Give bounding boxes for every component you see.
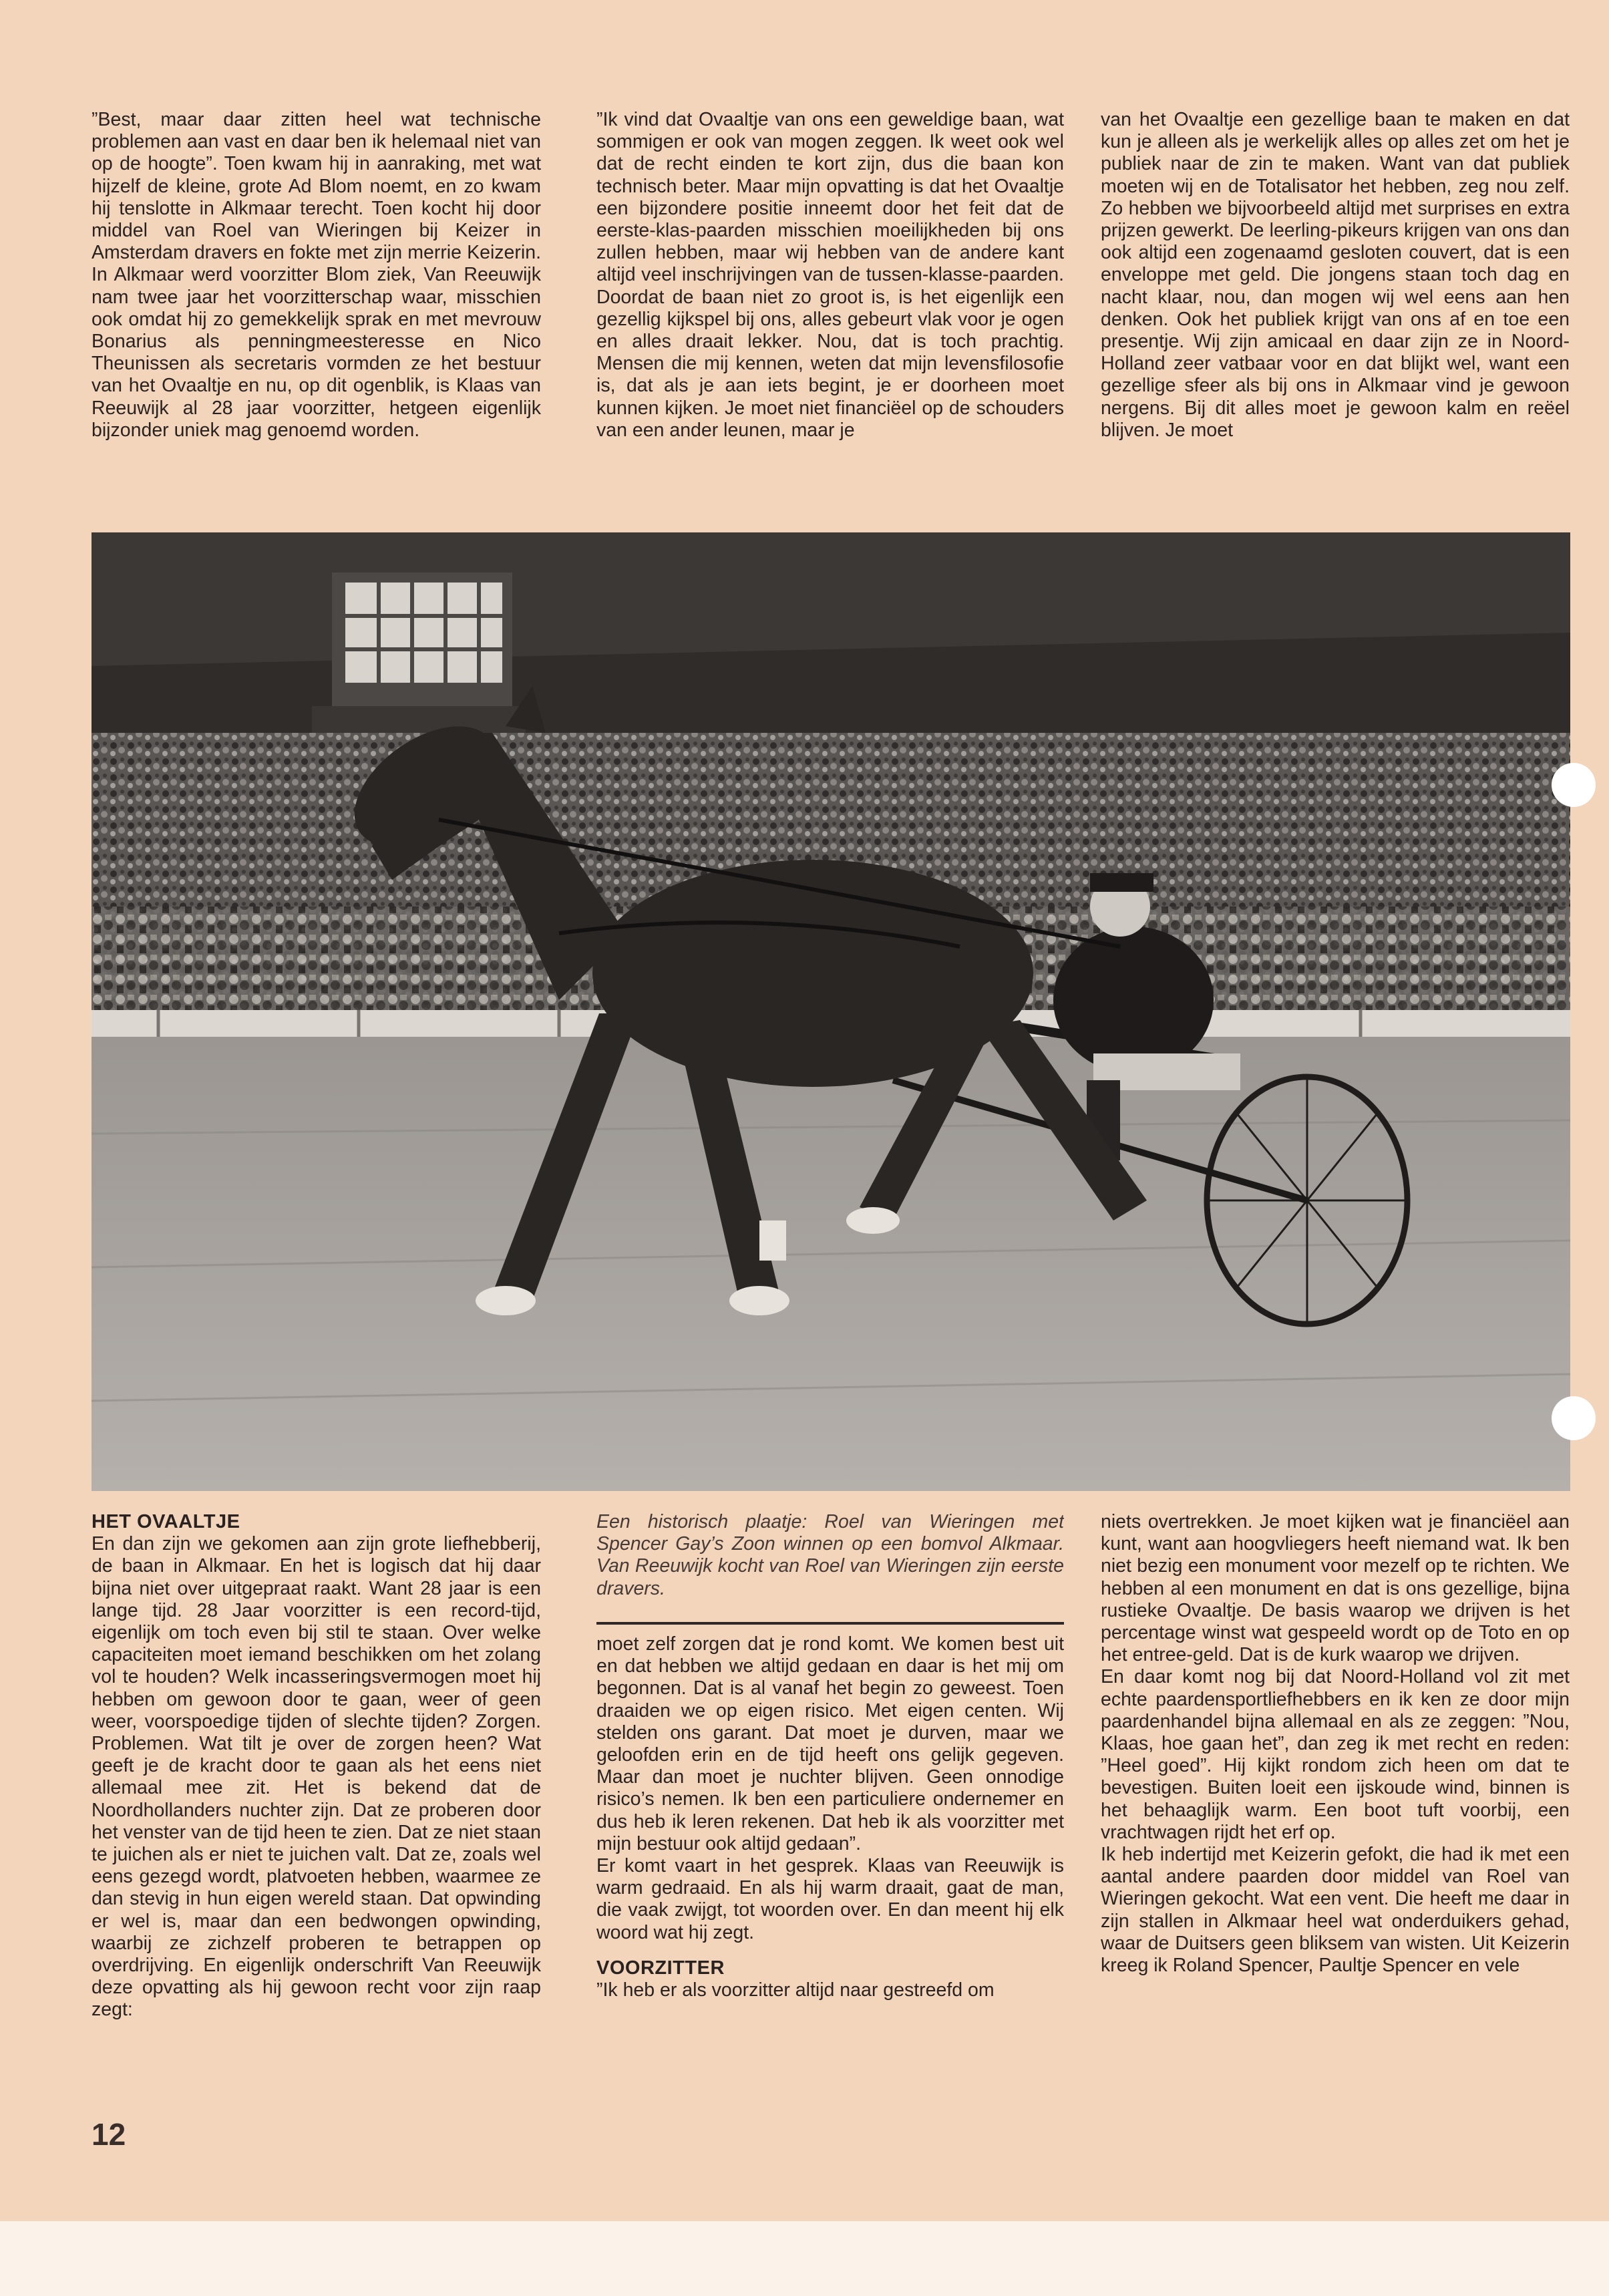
- section-heading-het-ovaaltje: HET OVAALTJE: [92, 1511, 240, 1532]
- punch-hole-upper: [1552, 763, 1596, 807]
- scan-margin: [0, 2221, 1609, 2296]
- top-column-1-text: ”Best, maar daar zitten heel wat technische problemen aan vast en daar ben ik helemaal niet van op de hoogte”. Toen kwam hij in aanraking, met wat hijzelf de kleine, grote Ad Blom noemt, en zo kwam hij tenslotte in Alkmaar terecht. Toen kocht hij door middel van Roel van Wieringen bij Keizer in Amsterdam dravers en fokte met zijn merrie Keizerin. In Alkmaar werd voorzitter Blom ziek, Van Reeuwijk nam twee jaar het voorzitterschap waar, misschien ook omdat hij zo gemekkelijk sprak en met mevrouw Bonarius als penningmeesteresse en Nico Theunissen als secretaris vormden ze het bestuur van het Ovaaltje en nu, op dit ogenblik, is Klaas van Reeuwijk al 28 jaar voorzitter, hetgeen eigenlijk bijzonder uniek mag genoemd worden.: [92, 109, 541, 441]
- bottom-column-1-text: En dan zijn we gekomen aan zijn grote liefhebberij, de baan in Alkmaar. En het is logisch dat hij daar bijna niet over uitgepraat raakt. Want 28 jaar is een lange tijd. 28 Jaar voorzitter is een record-tijd, eigenlijk om toch even bij stil te staan. Over welke capaciteiten moet iemand beschikken om het zolang vol te houden? Welk incasseringsvermogen moet hij hebben om gewoon door te gaan, weer of geen weer, voorspoedige tijden of slechte tijden? Zorgen. Problemen. Wat tilt je over de zorgen heen? Wat geeft je de kracht door te gaan als het eens niet allemaal mee zit. Het is bekend dat de Noordhollanders nuchter zijn. Dat ze proberen door het venster van de tijd heen te zien. Dat ze niet staan te juichen als er niet te juichen valt. Dat ze, zoals wel eens gezegd wordt, platvoeten hebben, waarmee ze dan stevig in hun eigen wereld staan. Dat opwinding er wel is, maar dan een bedwongen opwinding, waarbij ze zichzelf proberen te betrappen op overdrijving. En eigenlijk onderschrift Van Reeuwijk deze opvatting als hij gewoon recht voor zijn raap zegt:: [92, 1533, 541, 2021]
- bottom-column-3-paragraph-3: Ik heb indertijd met Keizerin gefokt, die had ik met een aantal andere paarden door middel van Roel van Wieringen gekocht. Wat een vent. Die heeft me daar in zijn stallen in Alkmaar heel wat onderduikers gehad, waar de Duitsers geen bliksem van wisten. Uit Keizerin kreeg ik Roland Spencer, Paultje Spencer en vele: [1101, 1844, 1570, 1977]
- harness-racing-photo: [92, 532, 1570, 1491]
- top-column-3-text: van het Ovaaltje een gezellige baan te maken en dat kun je alleen als je werkelijk alles op alles zet om het je publiek naar de zin te maken. Want van dat publiek moeten wij en de Totalisator het hebben, zeg nou zelf. Zo hebben we bijvoorbeeld altijd met surprises en extra prijzen gewerkt. De leerling-pikeurs krijgen van ons dan ook altijd een zogenaamd gesloten couvert, dat is een enveloppe met geld. Die jongens staan toch dag en nacht klaar, nou, dan mogen wij wel eens aan hen denken. Ook het publiek krijgt van ons af en toe een presentje. Wij zijn amicaal en daar zijn ze in Noord-Holland zeer vatbaar voor en dat blijkt wel, want een gezellige sfeer als bij ons in Alkmaar vind je gewoon nergens. Bij dit alles moet je gewoon kalm en reëel blijven. Je moet: [1101, 109, 1570, 441]
- bottom-column-3-paragraph-1: niets overtrekken. Je moet kijken wat je financiëel aan kunt, want aan hoogvliegers heeft niemand wat. Ik ben niet bezig een monument voor mezelf op te richten. We hebben al een monument en dat is ons gezellige, bijna rustieke Ovaaltje. De basis waarop we drijven is het percentage winst wat gespeeld wordt op de Toto en op het entree-geld. Dat is de kurk waarop we drijven.: [1101, 1511, 1570, 1666]
- bottom-column-3-paragraph-2: En daar komt nog bij dat Noord-Holland vol zit met echte paardensportliefhebbers en ik ken ze door mijn paardenhandel bijna allemaal en als ze zeggen: ”Nou, Klaas, hoe gaan het”, dan zeg ik met recht en reden: ”Heel goed”. Hij kijkt rondom zich heen om dat te bevestigen. Buiten loeit een ijskoude wind, binnen is het behaaglijk warm. Een boot tuft voorbij, een vrachtwagen rijdt het erf op.: [1101, 1666, 1570, 1843]
- top-column-2-text: ”Ik vind dat Ovaaltje van ons een geweldige baan, wat sommigen er ook van mogen zeggen. Ik weet ook wel dat de recht einden te kort zijn, dus die baan kon technisch beter. Maar mijn opvatting is dat het Ovaaltje een bijzondere positie inneemt door het feit dat de eerste-klas-paarden misschien moeilijkheden bij ons zullen hebben, maar wij hebben van de andere kant altijd veel inschrijvingen van de tussen-klasse-paarden. Doordat de baan niet zo groot is, is het eigenlijk een gezellig kijkspel bij ons, alles gebeurt vlak voor je ogen en alles draait lekker. Nou, dat is toch prachtig. Mensen die mij kennen, weten dat mijn levensfilosofie is, dat als je aan iets begint, je er doorheen moet kunnen kijken. Je moet niet financiëel op de schouders van een ander leunen, maar je: [596, 109, 1064, 441]
- bottom-column-2-paragraph-1: moet zelf zorgen dat je rond komt. We komen best uit en dat hebben we altijd gedaan en daar is het mij om begonnen. Dat is al vanaf het begin zo geweest. Toen draaiden we op eigen risico. Met eigen centen. Wij stelden ons garant. Dat moet je durven, maar we geloofden erin en de tijd heeft ons gelijk gegeven. Maar dan moet je nuchter blijven. Geen onnodige risico’s nemen. Ik ben een particuliere ondernemer en dus heb ik leren rekenen. Dat heb ik als voorzitter met mijn bestuur ook altijd gedaan”.: [596, 1633, 1064, 1854]
- bottom-column-2-paragraph-2: Er komt vaart in het gesprek. Klaas van Reeuwijk is warm gedraaid. En als hij warm draait, gaat de man, die vaak zwijgt, tot woorden over. En dan meent hij elk woord wat hij zegt.: [596, 1855, 1064, 1943]
- bottom-column-3: [1101, 1511, 1570, 2179]
- top-column-2: [596, 109, 1064, 510]
- page-number: 12: [92, 2117, 126, 2152]
- section-heading-voorzitter: VOORZITTER: [596, 1957, 725, 1979]
- bottom-column-2-paragraph-3: ”Ik heb er als voorzitter altijd naar gestreefd om: [596, 1979, 995, 2001]
- bottom-column-1: [92, 1511, 541, 2179]
- caption-divider: [596, 1622, 1064, 1625]
- photo-caption: Een historisch plaatje: Roel van Wieringen met Spencer Gay’s Zoon winnen op een bomvol Alkmaar. Van Reeuwijk kocht van Roel van Wieringen zijn eerste dravers.: [596, 1511, 1064, 1599]
- bottom-column-2-body: [596, 1633, 1064, 2181]
- top-column-3: [1101, 109, 1570, 510]
- punch-hole-lower: [1552, 1396, 1596, 1440]
- top-column-1: [92, 109, 541, 510]
